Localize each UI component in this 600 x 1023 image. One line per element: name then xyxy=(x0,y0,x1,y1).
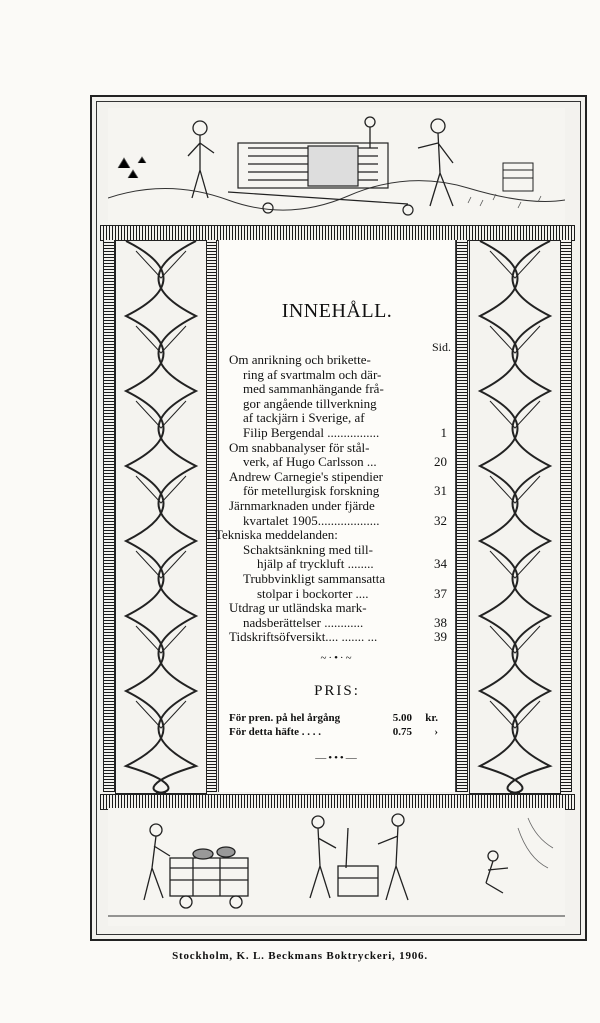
toc-entry: Trubbvinkligt sammansatta stolpar i bockorter .... 37 xyxy=(243,570,447,601)
toc-entry: Utdrag ur utländska mark- nadsberättelser ............ 38 xyxy=(229,600,447,630)
toc-page-number: 34 xyxy=(434,556,447,572)
price-row: För detta häfte . . . . 0.75 › xyxy=(229,726,438,738)
price-row: För pren. på hel årgång 5.00 kr. xyxy=(229,712,438,724)
bottom-illustration-miners-scene xyxy=(108,808,565,926)
hatched-band-top xyxy=(100,225,575,241)
toc-entry: Järnmarknaden under fjärde kvartalet 1905................... 32 xyxy=(229,497,447,528)
toc-page-number: 39 xyxy=(434,629,447,645)
price-heading: PRIS: xyxy=(314,683,360,699)
toc-page-number: 31 xyxy=(434,483,447,499)
price-list xyxy=(229,711,438,739)
table-of-contents xyxy=(215,352,447,645)
toc-entry: Tidskriftsöfversikt.... ....... ... 39 xyxy=(229,629,447,645)
contents-title: INNEHÅLL. xyxy=(281,300,393,322)
ornament-divider: —•••— xyxy=(315,752,359,764)
column-edge xyxy=(103,240,115,792)
ornament-divider: ~·•·~ xyxy=(320,652,354,664)
printer-imprint: Stockholm, K. L. Beckmans Boktryckeri, 1906. xyxy=(172,950,428,962)
toc-entry: Schaktsänkning med till- hjälp af tryckluft ........ 34 xyxy=(243,541,447,572)
toc-page-number: 38 xyxy=(434,614,447,630)
left-ornamental-column xyxy=(115,240,207,794)
toc-page-number: 1 xyxy=(440,424,447,440)
toc-entry: Om anrikning och brikette- ring af svartmalm och där- med sammanhängande frå- gor angående tillverkning af tackjärn i Sverige, af Filip Bergendal ................ 1 xyxy=(229,352,447,440)
right-ornamental-column xyxy=(469,240,561,794)
column-edge xyxy=(456,240,468,792)
toc-page-number: 32 xyxy=(434,512,447,528)
toc-page-number: 37 xyxy=(434,585,447,601)
top-illustration-mining-scene xyxy=(108,108,565,223)
contents-panel xyxy=(215,240,456,792)
toc-section-heading: Tekniska meddelanden: xyxy=(215,527,338,543)
toc-entry: Andrew Carnegie's stipendier för metellurgisk forskning 31 xyxy=(229,468,447,499)
toc-page-number: 20 xyxy=(434,454,447,470)
column-edge xyxy=(560,240,572,792)
toc-entry: Om snabbanalyser för stål- verk, af Hugo Carlsson ... 20 xyxy=(229,439,447,470)
page-column-label: Sid. xyxy=(431,340,451,354)
